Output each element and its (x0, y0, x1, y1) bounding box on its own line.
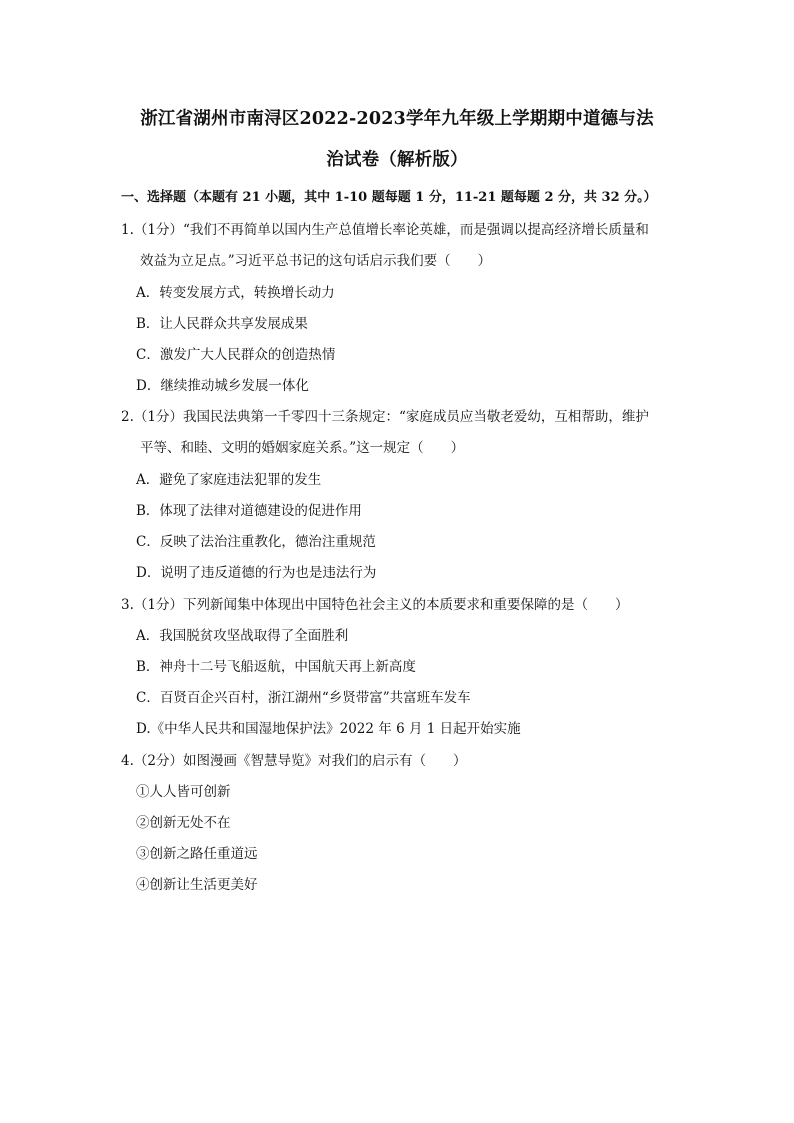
question-3-stem-line-1: 3.（1分）下列新闻集中体现出中国特色社会主义的本质要求和重要保障的是（ ） (121, 597, 629, 613)
question-2-stem-line-1: 2.（1分）我国民法典第一千零四十三条规定：“家庭成员应当敬老爱幼，互相帮助，维护 (121, 409, 649, 425)
question-1-option-a: A．转变发展方式，转换增长动力 (136, 285, 335, 301)
question-3-option-b: B．神舟十二号飞船返航，中国航天再上新高度 (136, 659, 416, 675)
question-2-option-d: D．说明了违反道德的行为也是违法行为 (136, 565, 377, 581)
document-title-line-2: 治试卷（解析版） (326, 150, 468, 170)
question-2-stem-line-2: 平等、和睦、文明的婚姻家庭关系。”这一规定（ ） (140, 440, 465, 456)
question-2-option-a: A．避免了家庭违法犯罪的发生 (136, 472, 322, 488)
question-1-option-b: B．让人民群众共享发展成果 (136, 316, 308, 332)
question-1-stem-line-1: 1.（1分）“我们不再简单以国内生产总值增长率论英雄，而是强调以提高经济增长质量和 (121, 222, 649, 238)
question-4-item-2: ②创新无处不在 (136, 815, 231, 831)
question-1-stem-line-2: 效益为立足点。”习近平总书记的这句话启示我们要（ ） (140, 253, 492, 269)
question-3-option-d: D.《中华人民共和国湿地保护法》2022 年 6 月 1 日起开始实施 (136, 721, 521, 737)
document-title-line-1: 浙江省湖州市南浔区2022-2023学年九年级上学期期中道德与法 (140, 109, 654, 129)
question-2-option-c: C．反映了法治注重教化，德治注重规范 (136, 534, 376, 550)
question-2-option-b: B．体现了法律对道德建设的促进作用 (136, 503, 362, 519)
question-3-option-c: C．百贤百企兴百村，浙江湖州“乡贤带富”共富班车发车 (136, 690, 471, 706)
question-4-stem-line-1: 4.（2分）如图漫画《智慧导览》对我们的启示有（ ） (121, 753, 467, 769)
question-1-option-d: D．继续推动城乡发展一体化 (136, 378, 309, 394)
question-4-item-3: ③创新之路任重道远 (136, 846, 258, 862)
question-3-option-a: A．我国脱贫攻坚战取得了全面胜利 (136, 628, 349, 644)
question-1-option-c: C．激发广大人民群众的创造热情 (136, 347, 336, 363)
question-4-item-1: ①人人皆可创新 (136, 784, 231, 800)
section-heading: 一、选择题（本题有 21 小题，其中 1-10 题每题 1 分，11-21 题每题 2 分，共 32 分。） (121, 190, 657, 205)
question-4-item-4: ④创新让生活更美好 (136, 877, 258, 893)
